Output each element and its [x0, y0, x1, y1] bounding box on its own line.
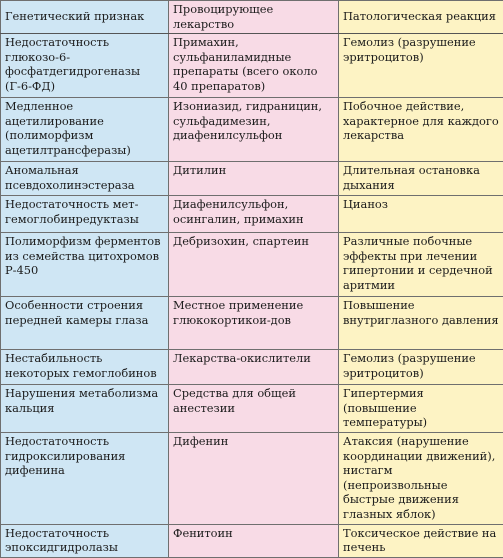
- header-provoking-drug: Провоцирующее лекарство: [169, 1, 339, 34]
- cell-genetic-trait: Недостаточность глюкозо-6-фосфатдегидрогеназы (Г-6-ФД): [1, 34, 169, 98]
- cell-pathological-reaction: Повышение внутриглазного давления: [339, 297, 503, 350]
- header-row: [1, 1, 503, 34]
- table-row: [1, 34, 503, 98]
- cell-provoking-drug: Диафенилсульфон, осингалин, примахин: [169, 196, 339, 233]
- table-row: [1, 233, 503, 297]
- cell-pathological-reaction: Длительная остановка дыхания: [339, 162, 503, 196]
- cell-pathological-reaction: Гипертермия (повышение температуры): [339, 385, 503, 433]
- table-row: [1, 385, 503, 433]
- cell-provoking-drug: Местное применение глюкокортикои-дов: [169, 297, 339, 350]
- cell-genetic-trait: Нестабильность некоторых гемоглобинов: [1, 350, 169, 385]
- cell-genetic-trait: Полиморфизм ферментов из семейства цитохромов Р-450: [1, 233, 169, 297]
- cell-provoking-drug: Дифенин: [169, 432, 339, 524]
- cell-genetic-trait: Медленное ацетилирование (полиморфизм ацетилтрансферазы): [1, 98, 169, 162]
- cell-provoking-drug: Средства для общей анестезии: [169, 385, 339, 433]
- cell-pathological-reaction: Атаксия (нарушение координации движений), нистагм (непроизвольные быстрые движения глазных яблок): [339, 432, 503, 524]
- cell-genetic-trait: Особенности строения передней камеры глаза: [1, 297, 169, 350]
- cell-provoking-drug: Изониазид, гидраницин, сульфадимезин, диафенилсульфон: [169, 98, 339, 162]
- table-row: [1, 297, 503, 350]
- table-row: [1, 196, 503, 233]
- cell-pathological-reaction: Гемолиз (разрушение эритроцитов): [339, 350, 503, 385]
- header-genetic-trait: Генетический признак: [1, 1, 169, 34]
- cell-genetic-trait: Недостаточность гидроксилирования дифенина: [1, 432, 169, 524]
- cell-genetic-trait: Недостаточность эпоксидгидролазы: [1, 524, 169, 557]
- cell-pathological-reaction: Побочное действие, характерное для каждого лекарства: [339, 98, 503, 162]
- table-row: [1, 162, 503, 196]
- cell-genetic-trait: Нарушения метаболизма кальция: [1, 385, 169, 433]
- cell-provoking-drug: Примахин, сульфаниламидные препараты (всего около 40 препаратов): [169, 34, 339, 98]
- header-pathological-reaction: Патологическая реакция: [339, 1, 503, 34]
- cell-pathological-reaction: Токсическое действие на печень: [339, 524, 503, 557]
- cell-pathological-reaction: Цианоз: [339, 196, 503, 233]
- cell-pathological-reaction: Гемолиз (разрушение эритроцитов): [339, 34, 503, 98]
- cell-provoking-drug: Дебризохин, спартеин: [169, 233, 339, 297]
- cell-provoking-drug: Дитилин: [169, 162, 339, 196]
- cell-provoking-drug: Лекарства-окислители: [169, 350, 339, 385]
- cell-genetic-trait: Аномальная псевдохолинэстераза: [1, 162, 169, 196]
- table-row: [1, 524, 503, 557]
- cell-pathological-reaction: Различные побочные эффекты при лечении гипертонии и сердечной аритмии: [339, 233, 503, 297]
- table-row: [1, 350, 503, 385]
- cell-genetic-trait: Недостаточность мет-гемоглобинредуктазы: [1, 196, 169, 233]
- cell-provoking-drug: Фенитоин: [169, 524, 339, 557]
- table-row: [1, 98, 503, 162]
- table-row: [1, 432, 503, 524]
